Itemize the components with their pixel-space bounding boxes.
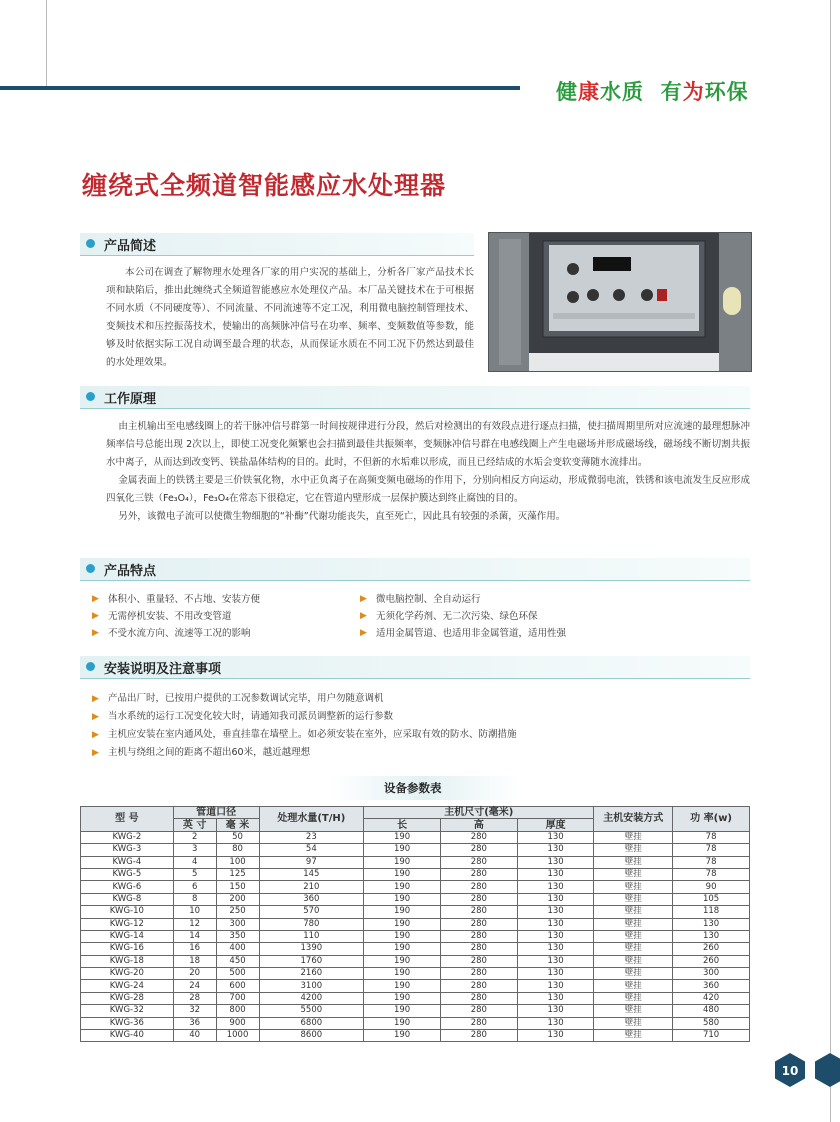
- table-cell: KWG-16: [81, 943, 174, 955]
- table-cell: 280: [440, 906, 517, 918]
- table-cell: 14: [173, 930, 216, 942]
- install-list: [92, 690, 742, 762]
- triangle-bullet-icon: ▶: [92, 730, 99, 740]
- table-cell: 壁挂: [594, 1005, 673, 1017]
- table-cell: 壁挂: [594, 980, 673, 992]
- triangle-bullet-icon: ▶: [92, 694, 99, 704]
- table-cell: 190: [364, 893, 441, 905]
- table-cell: 280: [440, 918, 517, 930]
- features-list-right: [360, 591, 750, 642]
- table-cell: KWG-14: [81, 930, 174, 942]
- page-number: 10: [781, 1064, 799, 1078]
- spec-table-body: [81, 831, 750, 1042]
- table-cell: 1390: [259, 943, 364, 955]
- table-caption: 设备参数表: [384, 781, 442, 795]
- table-cell: 145: [259, 868, 364, 880]
- table-cell: 190: [364, 943, 441, 955]
- table-cell: 280: [440, 1017, 517, 1029]
- table-cell: 100: [216, 856, 259, 868]
- table-cell: KWG-8: [81, 893, 174, 905]
- table-cell: 130: [517, 930, 594, 942]
- col-header-thickness: 厚度: [517, 819, 594, 831]
- bullet-dot-icon: [86, 662, 95, 671]
- table-cell: KWG-5: [81, 868, 174, 880]
- table-cell: 780: [259, 918, 364, 930]
- table-cell: KWG-28: [81, 992, 174, 1004]
- col-header-length: 长: [364, 819, 441, 831]
- triangle-bullet-icon: ▶: [92, 628, 99, 638]
- header-bar: [0, 86, 520, 90]
- table-cell: 壁挂: [594, 930, 673, 942]
- table-row: [81, 918, 750, 930]
- triangle-bullet-icon: ▶: [92, 611, 99, 621]
- table-cell: 12: [173, 918, 216, 930]
- table-cell: 280: [440, 881, 517, 893]
- table-cell: 97: [259, 856, 364, 868]
- bullet-dot-icon: [86, 239, 95, 248]
- section-header-principle: 工作原理: [80, 386, 750, 409]
- table-cell: KWG-4: [81, 856, 174, 868]
- table-cell: 130: [517, 955, 594, 967]
- list-item: ▶ 无须化学药剂、无二次污染、绿色环保: [360, 608, 750, 625]
- table-row: [81, 856, 750, 868]
- table-row: [81, 881, 750, 893]
- table-row: [81, 968, 750, 980]
- table-cell: 105: [673, 893, 750, 905]
- section-header-install: 安装说明及注意事项: [80, 656, 750, 679]
- table-cell: 4200: [259, 992, 364, 1004]
- table-cell: 190: [364, 968, 441, 980]
- table-cell: 78: [673, 831, 750, 843]
- table-cell: 280: [440, 955, 517, 967]
- table-row: [81, 844, 750, 856]
- table-cell: 480: [673, 1005, 750, 1017]
- table-cell: 6: [173, 881, 216, 893]
- list-item: ▶ 主机与绕组之间的距离不超出60米，越近越理想: [92, 744, 742, 762]
- table-cell: 190: [364, 980, 441, 992]
- principle-text: 由主机输出至电感线圈上的若干脉冲信号群第一时间按规律进行分段，然后对检测出的有效段点进行逐点扫描，使扫描周期里所对应流速的最理想脉冲频率信号总能出现 2次以上，即使工况变化频繁也会扫描到最佳共振频率，变频脉冲信号群在电感线圈上产生电磁场并形成磁场线，磁场线不断切割共振水中离子，从而达到改变钙、镁盐晶体结构的目的。此时，不但新的水垢难以形成，而且已经结成的水垢会变软变薄随水流排出。 金属表面上的铁锈主要是三价铁氧化物，水中正负离子在高频变频电磁场的作用下，分别向相反方向运动，形成微弱电流，铁锈和该电流发生反应形成四氧化三铁（Fe₃O₄），Fe₃O₄在常态下很稳定，它在管道内壁形成一层保护膜达到终止腐蚀的目的。 另外，该微电子流可以使微生物细胞的“补酶”代谢功能丧失，直至死亡，因此具有较强的杀菌，灭藻作用。: [106, 421, 750, 522]
- table-cell: 350: [216, 930, 259, 942]
- table-row: [81, 1017, 750, 1029]
- table-cell: 壁挂: [594, 868, 673, 880]
- triangle-bullet-icon: ▶: [360, 628, 367, 638]
- table-cell: 3: [173, 844, 216, 856]
- table-cell: KWG-36: [81, 1017, 174, 1029]
- table-cell: 500: [216, 968, 259, 980]
- table-cell: KWG-3: [81, 844, 174, 856]
- table-row: [81, 831, 750, 843]
- table-cell: 壁挂: [594, 1017, 673, 1029]
- table-cell: 190: [364, 930, 441, 942]
- table-cell: 700: [216, 992, 259, 1004]
- page-title: 缠绕式全频道智能感应水处理器: [82, 171, 447, 200]
- table-cell: 壁挂: [594, 844, 673, 856]
- col-header-size: 主机尺寸(毫米): [364, 807, 594, 819]
- col-header-flow: 处理水量(T/H): [259, 807, 364, 832]
- table-cell: 32: [173, 1005, 216, 1017]
- table-cell: 1760: [259, 955, 364, 967]
- table-cell: 18: [173, 955, 216, 967]
- table-cell: KWG-20: [81, 968, 174, 980]
- table-cell: 50: [216, 831, 259, 843]
- table-cell: 400: [216, 943, 259, 955]
- frame-line-left: [46, 0, 47, 88]
- table-cell: KWG-2: [81, 831, 174, 843]
- table-cell: 壁挂: [594, 881, 673, 893]
- list-item: ▶ 当水系统的运行工况变化较大时，请通知我司派员调整新的运行参数: [92, 708, 742, 726]
- table-cell: 280: [440, 943, 517, 955]
- col-header-model: 型 号: [81, 807, 174, 832]
- table-row: [81, 1005, 750, 1017]
- triangle-bullet-icon: ▶: [360, 594, 367, 604]
- table-cell: 壁挂: [594, 893, 673, 905]
- decorative-hexagon: [812, 1052, 840, 1088]
- spec-table: [80, 806, 750, 1042]
- table-cell: 710: [673, 1030, 750, 1042]
- page-number-badge: [772, 1052, 808, 1088]
- bullet-dot-icon: [86, 564, 95, 573]
- list-item: ▶ 微电脑控制、全自动运行: [360, 591, 750, 608]
- list-item: ▶ 不受水流方向、流速等工况的影响: [92, 625, 352, 642]
- table-cell: 130: [673, 930, 750, 942]
- table-cell: 36: [173, 1017, 216, 1029]
- table-cell: 2160: [259, 968, 364, 980]
- table-row: [81, 906, 750, 918]
- frame-line-right: [830, 0, 831, 1122]
- table-cell: 190: [364, 844, 441, 856]
- table-cell: 190: [364, 906, 441, 918]
- table-cell: 190: [364, 955, 441, 967]
- list-item: ▶ 体积小、重量轻、不占地、安装方便: [92, 591, 352, 608]
- table-cell: 4: [173, 856, 216, 868]
- table-cell: 130: [517, 831, 594, 843]
- table-cell: 280: [440, 980, 517, 992]
- table-cell: 280: [440, 844, 517, 856]
- section-header-features: 产品特点: [80, 558, 750, 581]
- section-header-intro: 产品简述: [80, 233, 474, 256]
- intro-text: 本公司在调查了解物理水处理各厂家的用户实况的基础上，分析各厂家产品技术长项和缺陷后，推出此缠绕式全频道智能感应水处理仪产品。本厂品关键技术在于可根据不同水质（不同硬度等）、不同流量、不同流速等不定工况，利用微电脑控制管理技术、变频技术和压控振荡技术，使输出的高频脉冲信号在功率、频率、变频数值等参数，能够及时依据实际工况自动调至最合理的状态，从而保证水质在不同工况下仍然达到最佳的水处理效果。: [106, 267, 474, 368]
- table-cell: 260: [673, 955, 750, 967]
- product-photo: [488, 232, 752, 372]
- table-cell: 280: [440, 868, 517, 880]
- table-cell: 360: [673, 980, 750, 992]
- table-cell: 118: [673, 906, 750, 918]
- table-cell: 24: [173, 980, 216, 992]
- table-cell: 130: [517, 844, 594, 856]
- table-cell: 5: [173, 868, 216, 880]
- triangle-bullet-icon: ▶: [360, 611, 367, 621]
- table-cell: KWG-32: [81, 1005, 174, 1017]
- table-cell: 800: [216, 1005, 259, 1017]
- table-cell: 260: [673, 943, 750, 955]
- table-cell: 130: [517, 992, 594, 1004]
- table-cell: KWG-6: [81, 881, 174, 893]
- table-cell: 420: [673, 992, 750, 1004]
- table-row: [81, 868, 750, 880]
- table-cell: 190: [364, 881, 441, 893]
- table-cell: 190: [364, 831, 441, 843]
- table-row: [81, 943, 750, 955]
- table-row: [81, 930, 750, 942]
- table-cell: 280: [440, 968, 517, 980]
- col-header-mm: 毫 米: [216, 819, 259, 831]
- table-cell: 28: [173, 992, 216, 1004]
- table-cell: 78: [673, 856, 750, 868]
- table-cell: 80: [216, 844, 259, 856]
- table-cell: 78: [673, 868, 750, 880]
- table-cell: 190: [364, 868, 441, 880]
- table-cell: 300: [216, 918, 259, 930]
- table-cell: 280: [440, 893, 517, 905]
- table-cell: 130: [517, 943, 594, 955]
- table-cell: 20: [173, 968, 216, 980]
- list-item: ▶ 产品出厂时，已按用户提供的工况参数调试完毕，用户勿随意调机: [92, 690, 742, 708]
- table-cell: 78: [673, 844, 750, 856]
- table-cell: 54: [259, 844, 364, 856]
- table-cell: 130: [673, 918, 750, 930]
- table-cell: 110: [259, 930, 364, 942]
- table-cell: 190: [364, 1030, 441, 1042]
- table-cell: 150: [216, 881, 259, 893]
- table-row: [81, 893, 750, 905]
- table-cell: 5500: [259, 1005, 364, 1017]
- table-cell: 130: [517, 868, 594, 880]
- table-row: [81, 955, 750, 967]
- table-cell: 280: [440, 930, 517, 942]
- table-cell: 40: [173, 1030, 216, 1042]
- table-cell: 130: [517, 893, 594, 905]
- table-cell: KWG-10: [81, 906, 174, 918]
- table-cell: 壁挂: [594, 955, 673, 967]
- table-cell: 900: [216, 1017, 259, 1029]
- slogan: 健康水质 有为环保: [556, 80, 749, 104]
- table-cell: 250: [216, 906, 259, 918]
- table-cell: 210: [259, 881, 364, 893]
- table-cell: 8: [173, 893, 216, 905]
- table-cell: 280: [440, 856, 517, 868]
- triangle-bullet-icon: ▶: [92, 748, 99, 758]
- col-header-pipe: 管道口径: [173, 807, 259, 819]
- table-cell: KWG-40: [81, 1030, 174, 1042]
- table-cell: 190: [364, 1005, 441, 1017]
- table-cell: 130: [517, 1017, 594, 1029]
- list-item: ▶ 主机应安装在室内通风处，垂直挂靠在墙壁上。如必须安装在室外，应采取有效的防水、防潮措施: [92, 726, 742, 744]
- table-cell: 90: [673, 881, 750, 893]
- table-cell: 200: [216, 893, 259, 905]
- list-item: ▶ 适用金属管道、也适用非金属管道，适用性强: [360, 625, 750, 642]
- bullet-dot-icon: [86, 392, 95, 401]
- table-cell: 300: [673, 968, 750, 980]
- table-cell: 130: [517, 1005, 594, 1017]
- table-cell: 壁挂: [594, 1030, 673, 1042]
- table-cell: 130: [517, 968, 594, 980]
- table-cell: 130: [517, 1030, 594, 1042]
- table-cell: 580: [673, 1017, 750, 1029]
- col-header-inch: 英 寸: [173, 819, 216, 831]
- table-cell: 壁挂: [594, 831, 673, 843]
- table-cell: 壁挂: [594, 992, 673, 1004]
- table-row: [81, 992, 750, 1004]
- table-cell: 130: [517, 918, 594, 930]
- table-cell: 壁挂: [594, 968, 673, 980]
- table-row: [81, 980, 750, 992]
- table-cell: 130: [517, 980, 594, 992]
- col-header-mount: 主机安装方式: [594, 807, 673, 832]
- table-cell: 280: [440, 1030, 517, 1042]
- table-cell: 1000: [216, 1030, 259, 1042]
- table-cell: 190: [364, 992, 441, 1004]
- triangle-bullet-icon: ▶: [92, 712, 99, 722]
- table-cell: 280: [440, 992, 517, 1004]
- table-cell: 130: [517, 906, 594, 918]
- table-cell: 125: [216, 868, 259, 880]
- table-cell: 壁挂: [594, 856, 673, 868]
- table-cell: 23: [259, 831, 364, 843]
- table-cell: 130: [517, 856, 594, 868]
- table-cell: KWG-18: [81, 955, 174, 967]
- table-cell: 280: [440, 1005, 517, 1017]
- triangle-bullet-icon: ▶: [92, 594, 99, 604]
- table-cell: 16: [173, 943, 216, 955]
- table-cell: 10: [173, 906, 216, 918]
- table-cell: 3100: [259, 980, 364, 992]
- table-cell: 190: [364, 856, 441, 868]
- table-cell: KWG-12: [81, 918, 174, 930]
- table-cell: 360: [259, 893, 364, 905]
- table-row: [81, 1030, 750, 1042]
- table-cell: 570: [259, 906, 364, 918]
- table-cell: 壁挂: [594, 943, 673, 955]
- table-cell: 600: [216, 980, 259, 992]
- table-cell: 280: [440, 831, 517, 843]
- table-cell: 6800: [259, 1017, 364, 1029]
- col-header-height: 高: [440, 819, 517, 831]
- table-cell: 450: [216, 955, 259, 967]
- list-item: ▶ 无需停机安装、不用改变管道: [92, 608, 352, 625]
- table-cell: 190: [364, 918, 441, 930]
- table-cell: 190: [364, 1017, 441, 1029]
- table-cell: 130: [517, 881, 594, 893]
- table-cell: 壁挂: [594, 918, 673, 930]
- table-cell: 2: [173, 831, 216, 843]
- table-cell: 壁挂: [594, 906, 673, 918]
- table-cell: KWG-24: [81, 980, 174, 992]
- table-cell: 8600: [259, 1030, 364, 1042]
- features-list-left: [92, 591, 352, 642]
- col-header-power: 功 率(w): [673, 807, 750, 832]
